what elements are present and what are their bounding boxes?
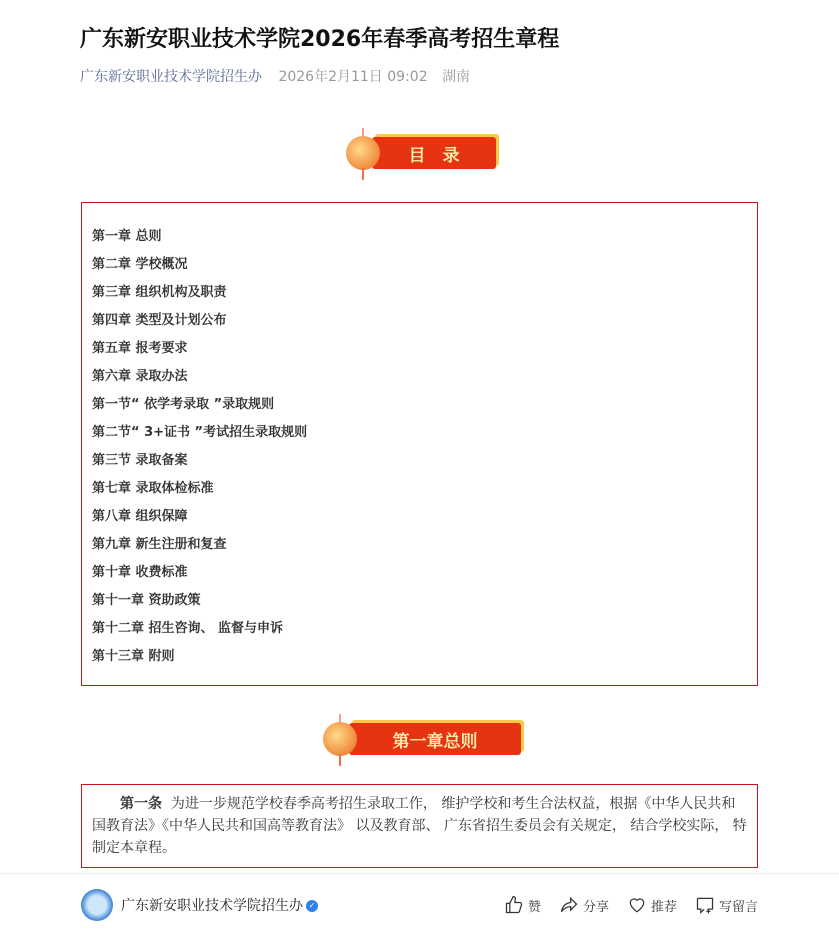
toc-item[interactable]: 第八章 组织保障 — [92, 509, 188, 524]
chapter1-banner-label: 第一章总则 — [349, 723, 521, 755]
toc-item[interactable]: 第十章 收费标准 — [92, 565, 188, 580]
toc-item[interactable]: 第三章 组织机构及职责 — [92, 285, 227, 300]
article-1-label: 第一条 — [120, 796, 162, 812]
account-name-text: 广东新安职业技术学院招生办 — [121, 898, 303, 914]
share-label: 分享 — [582, 899, 609, 915]
chapter1-banner — [323, 714, 521, 764]
toc-item[interactable]: 第五章 报考要求 — [92, 341, 188, 356]
toc-banner-label: 目 录 — [372, 137, 496, 169]
account-name[interactable] — [121, 895, 318, 915]
toc-item[interactable]: 第二章 学校概况 — [92, 257, 188, 272]
toc-box — [81, 202, 758, 686]
thumbs-up-icon — [504, 895, 524, 915]
toc-item[interactable]: 第一章 总则 — [92, 229, 162, 244]
article-meta — [80, 66, 470, 86]
share-icon — [559, 895, 579, 915]
comment-button[interactable] — [695, 895, 758, 915]
bottom-bar — [0, 873, 839, 936]
article-1-text: 为进一步规范学校春季高考招生录取工作， 维护学校和考生合法权益，根据《中华人民共和国教育法》《中华人民共和国高等教育法》 以及教育部、 广东省招生委员会有关规定， 结合学校实际， 特制定本章程。 — [92, 796, 747, 856]
publish-time: 2026年2月11日 09:02 — [278, 69, 428, 85]
like-button[interactable] — [504, 895, 541, 915]
toc-item[interactable]: 第六章 录取办法 — [92, 369, 188, 384]
toc-item[interactable]: 第一节“ 依学考录取 ”录取规则 — [92, 397, 275, 412]
toc-item[interactable]: 第十一章 资助政策 — [92, 593, 201, 608]
heart-icon — [627, 895, 647, 915]
avatar[interactable] — [81, 889, 113, 921]
article-title: 广东新安职业技术学院2026年春季高考招生章程 — [80, 27, 560, 52]
toc-item[interactable]: 第七章 录取体检标准 — [92, 481, 214, 496]
toc-item[interactable]: 第四章 类型及计划公布 — [92, 313, 227, 328]
toc-item[interactable]: 第十二章 招生咨询、 监督与申诉 — [92, 621, 284, 636]
like-label: 赞 — [527, 899, 541, 915]
article-1-paragraph — [81, 784, 758, 868]
recommend-label: 推荐 — [650, 899, 677, 915]
lantern-icon — [323, 722, 357, 756]
lantern-icon — [346, 136, 380, 170]
toc-item[interactable]: 第十三章 附则 — [92, 649, 175, 664]
verified-icon: ✓ — [306, 900, 318, 912]
recommend-button[interactable] — [627, 895, 677, 915]
toc-item[interactable]: 第二节“ 3+证书 ”考试招生录取规则 — [92, 425, 308, 440]
comment-icon — [695, 895, 715, 915]
location: 湖南 — [442, 69, 471, 85]
toc-banner — [346, 128, 496, 178]
source-link[interactable]: 广东新安职业技术学院招生办 — [80, 69, 262, 85]
comment-label: 写留言 — [718, 899, 758, 915]
share-button[interactable] — [559, 895, 609, 915]
toc-item[interactable]: 第九章 新生注册和复查 — [92, 537, 227, 552]
toc-item[interactable]: 第三节 录取备案 — [92, 453, 188, 468]
